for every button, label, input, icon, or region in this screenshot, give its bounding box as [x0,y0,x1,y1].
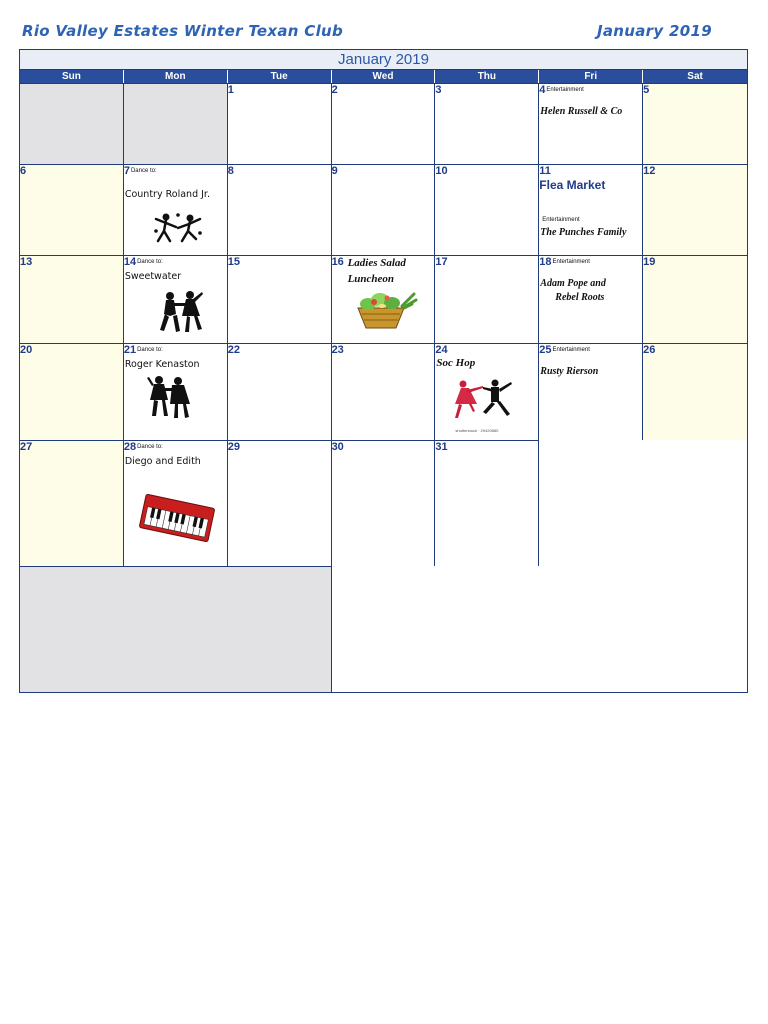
day-number: 18Entertainment [539,256,590,268]
weekday-fri: Fri [539,70,643,83]
empty-day-cell [20,83,124,164]
event-performer: Helen Russell & Co [540,106,623,117]
day-cell-1[interactable] [228,83,332,164]
day-number: 23 [331,344,344,356]
day-number: 9 [331,165,338,177]
entertainment-tag: Entertainment [546,87,584,93]
entertainment-tag: Entertainment [552,347,590,353]
day-number: 29 [227,441,240,453]
weekday-sun: Sun [20,70,124,83]
day-number: 22 [227,344,240,356]
day-cell-19[interactable] [643,255,747,343]
empty-day-cell [124,83,228,164]
day-cell-15[interactable] [228,255,332,343]
dance-tag: Dance to: [130,168,157,174]
dance-tag: Dance to: [137,259,163,265]
day-cell-2[interactable] [332,83,436,164]
day-cell-29[interactable] [228,440,332,566]
day-number: 5 [643,84,650,96]
day-cell-27[interactable] [20,440,124,566]
day-cell-25[interactable] [539,343,643,440]
event-performer-line2: Rebel Roots [555,292,605,303]
day-number: 10 [435,165,448,177]
calendar-grid [20,83,747,692]
day-cell-4[interactable] [539,83,643,164]
day-cell-21[interactable] [124,343,228,440]
day-number: 31 [435,441,448,453]
dance-tag: Dance to: [137,347,163,353]
salad-basket-icon [352,290,418,330]
day-cell-3[interactable] [435,83,539,164]
day-number: 21Dance to: [123,344,163,356]
day-number: 12 [643,165,656,177]
day-cell-23[interactable] [332,343,436,440]
day-cell-17[interactable] [435,255,539,343]
entertainment-tag: Entertainment [542,217,580,223]
event-band: Diego and Edith [124,456,201,467]
day-number: 3 [435,84,442,96]
event-performer: Rusty Rierson [540,366,599,377]
day-number: 11 [539,165,551,177]
day-cell-22[interactable] [228,343,332,440]
day-cell-24[interactable] [435,343,539,440]
day-number: 2 [331,84,338,96]
weekday-sat: Sat [687,71,703,82]
event-title: Soc Hop [436,357,476,369]
day-cell-9[interactable] [332,164,436,255]
event-band: Roger Kenaston [124,359,200,370]
day-number: 17 [435,256,448,268]
day-number: 25Entertainment [539,344,590,356]
event-performer-line1: Adam Pope and [540,278,606,289]
day-cell-7[interactable] [124,164,228,255]
empty-day-cell [20,566,332,692]
day-number: 28Dance to: [123,441,163,453]
day-number: 26 [643,344,656,356]
day-number: 6 [20,165,27,177]
day-cell-26[interactable] [643,343,747,440]
day-cell-8[interactable] [228,164,332,255]
day-number: 4Entertainment [539,84,584,96]
day-cell-13[interactable] [20,255,124,343]
day-number: 27 [20,441,33,453]
day-number: 8 [227,165,234,177]
day-number: 24 [435,344,448,356]
day-cell-12[interactable] [643,164,747,255]
image-credit: shutterstock · 29420880 [455,428,499,433]
event-title: Flea Market [539,178,606,192]
event-band: Sweetwater [124,271,182,282]
entertainment-tag: Entertainment [552,259,590,265]
day-number: 14Dance to: [123,256,163,268]
event-title-line2: Luncheon [347,273,395,285]
weekday-thu: Thu [435,70,539,83]
day-number: 16 [331,256,344,268]
calendar [19,49,748,693]
weekday-wed: Wed [332,70,436,83]
day-number: 19 [643,256,656,268]
weekday-mon: Mon [124,70,228,83]
day-cell-10[interactable] [435,164,539,255]
day-number: 13 [20,256,33,268]
calendar-month-title: January 2019 [20,50,747,70]
day-cell-5[interactable] [643,83,747,164]
day-number: 1 [227,84,234,96]
day-cell-18[interactable] [539,255,643,343]
event-title-line1: Ladies Salad [347,257,406,269]
day-cell-28[interactable] [124,440,228,566]
day-cell-16[interactable] [332,255,436,343]
day-cell-11[interactable] [539,164,643,255]
day-number: 15 [227,256,240,268]
day-cell-20[interactable] [20,343,124,440]
club-title: Rio Valley Estates Winter Texan Club [22,22,344,40]
keyboard-icon [136,487,218,549]
weekday-tue: Tue [228,70,332,83]
dancing-couple-icon [146,374,192,420]
dance-tag: Dance to: [137,444,163,450]
day-cell-30[interactable] [332,440,436,566]
swing-dancers-icon [449,378,519,428]
day-number: 30 [331,441,344,453]
dancing-couple-icon [156,290,204,336]
day-cell-31[interactable] [435,440,539,566]
event-band: Country Roland Jr. [124,189,210,200]
dancing-couple-icon [152,211,204,247]
header-month-label: January 2019 [597,22,712,40]
day-cell-6[interactable] [20,164,124,255]
weekday-header-row [20,70,747,83]
event-performer: The Punches Family [540,227,627,238]
day-number: 7Dance to: [123,165,157,177]
day-cell-14[interactable] [124,255,228,343]
day-number: 20 [20,344,33,356]
